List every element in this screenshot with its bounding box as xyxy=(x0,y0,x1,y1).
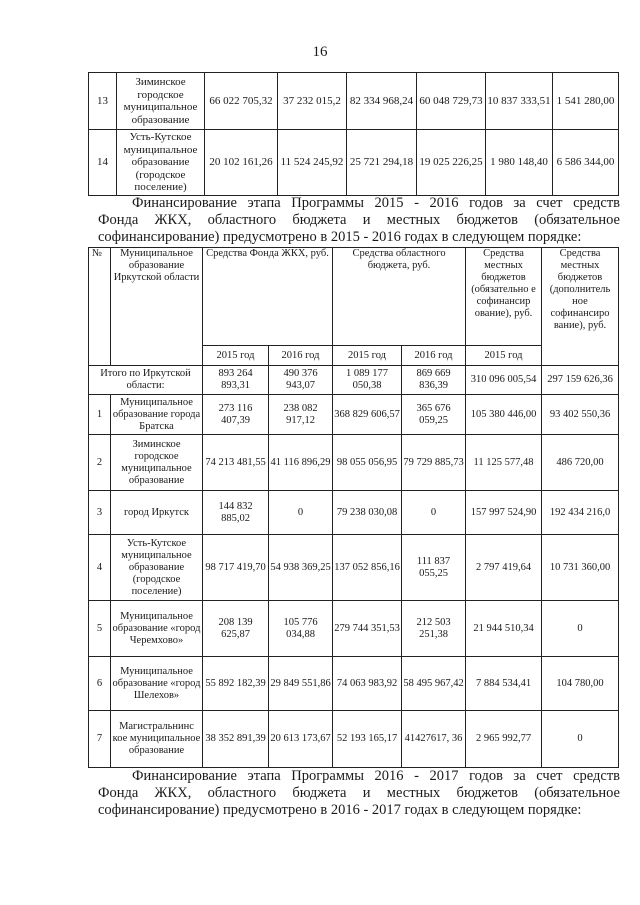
cell-value: 29 849 551,86 xyxy=(269,657,333,711)
municipality-name: Усть-Кутское муниципальное образование (городское поселение) xyxy=(111,535,203,601)
cell-value: 79 238 030,08 xyxy=(333,491,402,535)
header-number: № xyxy=(89,248,111,366)
cell-value: 20 613 173,67 xyxy=(269,711,333,768)
cell-value: 0 xyxy=(402,491,466,535)
cell-value: 19 025 226,25 xyxy=(417,130,486,196)
cell-value: 0 xyxy=(542,711,619,768)
cell-value: 10 731 360,00 xyxy=(542,535,619,601)
header-year: 2015 год xyxy=(203,346,269,366)
cell-value: 279 744 351,53 xyxy=(333,601,402,657)
table-row xyxy=(89,130,619,196)
row-number: 13 xyxy=(89,73,117,130)
municipality-name: город Иркутск xyxy=(111,491,203,535)
cell-value: 2 965 992,77 xyxy=(466,711,542,768)
cell-value: 238 082 917,12 xyxy=(269,395,333,435)
cell-value: 93 402 550,36 xyxy=(542,395,619,435)
page-number: 16 xyxy=(312,44,328,60)
row-number: 1 xyxy=(89,395,111,435)
header-row xyxy=(89,248,619,346)
cell-value: 60 048 729,73 xyxy=(417,73,486,130)
header-municipality: Муниципальное образование Иркутской области xyxy=(111,248,203,366)
cell-value: 54 938 369,25 xyxy=(269,535,333,601)
table-row xyxy=(89,73,619,130)
municipality-name: Муниципальное образование города Братска xyxy=(111,395,203,435)
row-number: 6 xyxy=(89,657,111,711)
cell-value: 98 055 056,95 xyxy=(333,435,402,491)
cell-value: 104 780,00 xyxy=(542,657,619,711)
municipality-name: Муниципальное образование «город Черемхово» xyxy=(111,601,203,657)
cell-value: 7 884 534,41 xyxy=(466,657,542,711)
cell-value: 486 720,00 xyxy=(542,435,619,491)
row-number: 14 xyxy=(89,130,117,196)
cell-value: 1 089 177 050,38 xyxy=(333,366,402,395)
cell-value: 37 232 015,2 xyxy=(278,73,347,130)
municipality-name: Магистральнинс кое муниципальное образование xyxy=(111,711,203,768)
table-row xyxy=(89,601,619,657)
cell-value: 20 102 161,26 xyxy=(205,130,278,196)
cell-value: 297 159 626,36 xyxy=(542,366,619,395)
cell-value: 74 063 983,92 xyxy=(333,657,402,711)
header-year: 2015 год xyxy=(466,346,542,366)
row-number: 5 xyxy=(89,601,111,657)
cell-value: 192 434 216,0 xyxy=(542,491,619,535)
cell-value: 38 352 891,39 xyxy=(203,711,269,768)
cell-value: 105 380 446,00 xyxy=(466,395,542,435)
cell-value: 6 586 344,00 xyxy=(553,130,619,196)
cell-value: 273 116 407,39 xyxy=(203,395,269,435)
cell-value: 58 495 967,42 xyxy=(402,657,466,711)
municipality-name: Зиминское городское муниципальное образование xyxy=(111,435,203,491)
table-row xyxy=(89,435,619,491)
cell-value: 11 125 577,48 xyxy=(466,435,542,491)
header-year: 2016 год xyxy=(402,346,466,366)
cell-value: 79 729 885,73 xyxy=(402,435,466,491)
cell-value: 1 980 148,40 xyxy=(486,130,553,196)
table-row xyxy=(89,535,619,601)
cell-value: 490 376 943,07 xyxy=(269,366,333,395)
cell-value: 74 213 481,55 xyxy=(203,435,269,491)
cell-value: 0 xyxy=(269,491,333,535)
cell-value: 0 xyxy=(542,601,619,657)
cell-value: 144 832 885,02 xyxy=(203,491,269,535)
paragraph-line: софинансирование) предусмотрено в 2016 - 2017 годах в следующем порядке: xyxy=(98,802,582,818)
paragraph-line: Фонда ЖКХ, областного бюджета и местных бюджетов (обязательное xyxy=(98,785,620,801)
top-table xyxy=(88,72,619,196)
cell-value: 2 797 419,64 xyxy=(466,535,542,601)
cell-value: 66 022 705,32 xyxy=(205,73,278,130)
cell-value: 368 829 606,57 xyxy=(333,395,402,435)
cell-value: 310 096 005,54 xyxy=(466,366,542,395)
cell-value: 208 139 625,87 xyxy=(203,601,269,657)
cell-value: 893 264 893,31 xyxy=(203,366,269,395)
table-row xyxy=(89,711,619,768)
cell-value: 41 116 896,29 xyxy=(269,435,333,491)
cell-value: 157 997 524,90 xyxy=(466,491,542,535)
row-number: 7 xyxy=(89,711,111,768)
municipality-name: Муниципальное образование «город Шелехов» xyxy=(111,657,203,711)
cell-value: 21 944 510,34 xyxy=(466,601,542,657)
header-year: 2016 год xyxy=(269,346,333,366)
row-number: 4 xyxy=(89,535,111,601)
total-row xyxy=(89,366,619,395)
header-regional-budget: Средства областного бюджета, руб. xyxy=(333,248,466,346)
cell-value: 111 837 055,25 xyxy=(402,535,466,601)
total-label: Итого по Иркутской области: xyxy=(89,366,203,395)
financing-paragraph-2016-2017 xyxy=(98,768,620,819)
table-row xyxy=(89,657,619,711)
cell-value: 10 837 333,51 xyxy=(486,73,553,130)
financing-paragraph-2015-2016 xyxy=(98,195,620,246)
cell-value: 137 052 856,16 xyxy=(333,535,402,601)
cell-value: 869 669 836,39 xyxy=(402,366,466,395)
cell-value: 365 676 059,25 xyxy=(402,395,466,435)
municipality-name: Зиминское городское муниципальное образование xyxy=(117,73,205,130)
cell-value: 52 193 165,17 xyxy=(333,711,402,768)
header-local-mandatory: Средства местных бюджетов (обязательно е софинансир ование), руб. xyxy=(466,248,542,346)
cell-value: 82 334 968,24 xyxy=(347,73,417,130)
paragraph-line: Фонда ЖКХ, областного бюджета и местных бюджетов (обязательное xyxy=(98,212,620,228)
header-year: 2015 год xyxy=(333,346,402,366)
cell-value: 11 524 245,92 xyxy=(278,130,347,196)
financing-table-2015-2016 xyxy=(88,247,619,768)
cell-value: 212 503 251,38 xyxy=(402,601,466,657)
municipality-name: Усть-Кутское муниципальное образование (городское поселение) xyxy=(117,130,205,196)
cell-value: 105 776 034,88 xyxy=(269,601,333,657)
header-fund: Средства Фонда ЖКХ, руб. xyxy=(203,248,333,346)
cell-value: 55 892 182,39 xyxy=(203,657,269,711)
paragraph-line: Финансирование этапа Программы 2016 - 2017 годов за счет средств xyxy=(132,768,620,784)
row-number: 3 xyxy=(89,491,111,535)
table-row xyxy=(89,491,619,535)
table-row xyxy=(89,395,619,435)
cell-value: 98 717 419,70 xyxy=(203,535,269,601)
cell-value: 25 721 294,18 xyxy=(347,130,417,196)
header-local-additional: Средства местных бюджетов (дополнитель ное софинансиро вание), руб. xyxy=(542,248,619,366)
cell-value: 41427617, 36 xyxy=(402,711,466,768)
paragraph-line: Финансирование этапа Программы 2015 - 2016 годов за счет средств xyxy=(132,195,620,211)
paragraph-line: софинансирование) предусмотрено в 2015 - 2016 годах в следующем порядке: xyxy=(98,229,582,245)
row-number: 2 xyxy=(89,435,111,491)
cell-value: 1 541 280,00 xyxy=(553,73,619,130)
